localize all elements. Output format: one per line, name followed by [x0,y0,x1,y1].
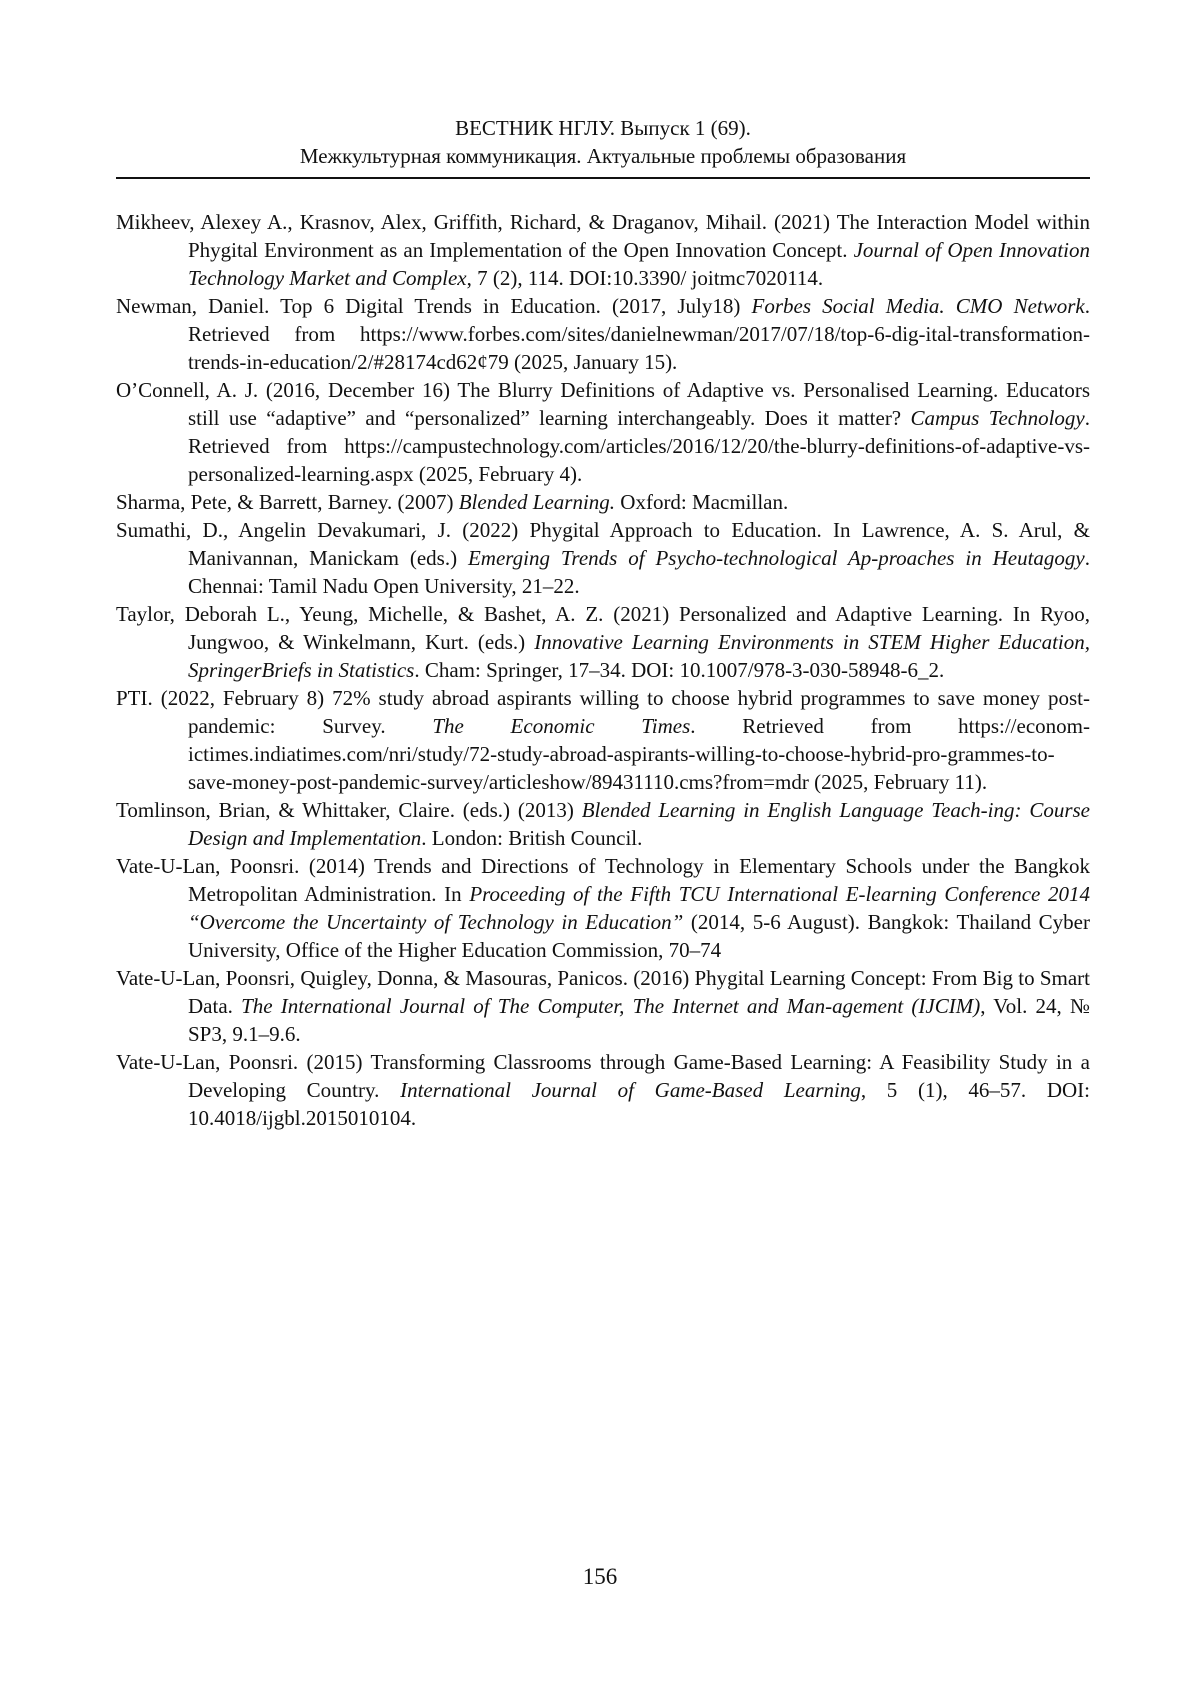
reference-entry [116,964,1090,1048]
journal-title: ВЕСТНИК НГЛУ. Выпуск 1 (69). [455,116,751,140]
reference-text: O’Connell, A. J. (2016, December 16) The Blurry Definitions of Adaptive vs. Personalised Learning. Educators still use “adaptive” and “personalized” learning interchangeably. Does it matter? [116,378,1090,430]
reference-text: Vate-U-Lan, Poonsri. (2014) Trends and Directions of Technology in Elementary Schools under the Bangkok Metropolitan Administration. In [116,854,1090,906]
reference-details: (2014, 5-6 August). Bangkok: Thailand Cyber University, Office of the Higher Education Commission, 70–74 [188,910,1090,962]
reference-entry [116,516,1090,600]
page-number: 156 [582,1564,618,1589]
reference-entry [116,796,1090,852]
reference-details: . Retrieved from https://campustechnology.com/articles/2016/12/20/the-blurry-definitions-of-adaptive-vs-personalized-learning.aspx (2025, February 4). [188,406,1090,486]
reference-text: Tomlinson, Brian, & Whittaker, Claire. (eds.) (2013) [116,798,582,822]
reference-text: Sharma, Pete, & Barrett, Barney. (2007) [116,490,459,514]
running-header [116,114,1090,170]
reference-source: Forbes Social Media. CMO Network [751,294,1085,318]
reference-details: , 5 (1), 46–57. DOI: 10.4018/ijgbl.2015010104. [188,1078,1090,1130]
reference-text: Vate-U-Lan, Poonsri, Quigley, Donna, & Masouras, Panicos. (2016) Phygital Learning Concept: From Big to Smart Data. [116,966,1090,1018]
reference-details: . Cham: Springer, 17–34. DOI: 10.1007/978-3-030-58948-6_2. [414,658,945,682]
reference-details: . London: British Council. [421,826,643,850]
reference-source: Blended Learning. [458,490,616,514]
reference-entry [116,292,1090,376]
reference-details: , Vol. 24, № SP3, 9.1–9.6. [188,994,1090,1046]
reference-source: International Journal of Game-Based Learning [400,1078,861,1102]
reference-text: Newman, Daniel. Top 6 Digital Trends in Education. (2017, July18) [116,294,752,318]
reference-entry [116,1048,1090,1132]
reference-entry [116,684,1090,796]
reference-entry [116,376,1090,488]
reference-source: The Economic Times [432,714,691,738]
reference-entry [116,488,1090,516]
reference-source: Journal of Open Innovation Technology Market and Complex [188,238,1090,290]
reference-entry [116,852,1090,964]
reference-details: . Retrieved from https://econom-ictimes.indiatimes.com/nri/study/72-study-abroad-aspirants-willing-to-choose-hybrid-pro-grammes-to-save-money-post-pandemic-survey/articleshow/89431110.cms?from=mdr (2025, February 11). [188,714,1090,794]
journal-series: Межкультурная коммуникация. Актуальные проблемы образования [299,144,907,168]
reference-source: Blended Learning in English Language Teach-ing: Course Design and Implementation [188,798,1090,850]
reference-entry [116,600,1090,684]
reference-source: Emerging Trends of Psycho-technological Ap-proaches in Heutagogy [467,546,1085,570]
reference-details: . Chennai: Tamil Nadu Open University, 21–22. [188,546,1090,598]
reference-text: Sumathi, D., Angelin Devakumari, J. (2022) Phygital Approach to Education. In Lawrence, A. S. Arul, & Manivannan, Manickam (eds.) [116,518,1090,570]
reference-list [116,208,1090,1132]
reference-source: Innovative Learning Environments in STEM Higher Education, SpringerBriefs in Statistics [188,630,1090,682]
reference-entry [116,208,1090,292]
reference-text: Mikheev, Alexey A., Krasnov, Alex, Griffith, Richard, & Draganov, Mihail. (2021) The Interaction Model within Phygital Environment as an Implementation of the Open Innovation Concept. [116,210,1090,262]
reference-text: Vate-U-Lan, Poonsri. (2015) Transforming Classrooms through Game-Based Learning: A Feasibility Study in a Developing Country. [116,1050,1090,1102]
header-divider [116,177,1090,179]
reference-details: . Retrieved from https://www.forbes.com/sites/danielnewman/2017/07/18/top-6-dig-ital-transformation-trends-in-education/2/#28174cd62¢79 (2025, January 15). [188,294,1090,374]
reference-text: Taylor, Deborah L., Yeung, Michelle, & Bashet, A. Z. (2021) Personalized and Adaptive Learning. In Ryoo, Jungwoo, & Winkelmann, Kurt. (eds.) [116,602,1090,654]
reference-source: Proceeding of the Fifth TCU International E-learning Conference 2014 “Overcome the Uncertainty of Technology in Education” [188,882,1091,934]
reference-details: , 7 (2), 114. DOI:10.3390/ joitmc7020114. [466,266,824,290]
reference-source: Campus Technology [910,406,1085,430]
reference-details: Oxford: Macmillan. [615,490,789,514]
reference-text: PTI. (2022, February 8) 72% study abroad aspirants willing to choose hybrid programmes to save money post-pandemic: Survey. [116,686,1090,738]
reference-source: The International Journal of The Computer, The Internet and Man-agement (IJCIM) [241,994,981,1018]
